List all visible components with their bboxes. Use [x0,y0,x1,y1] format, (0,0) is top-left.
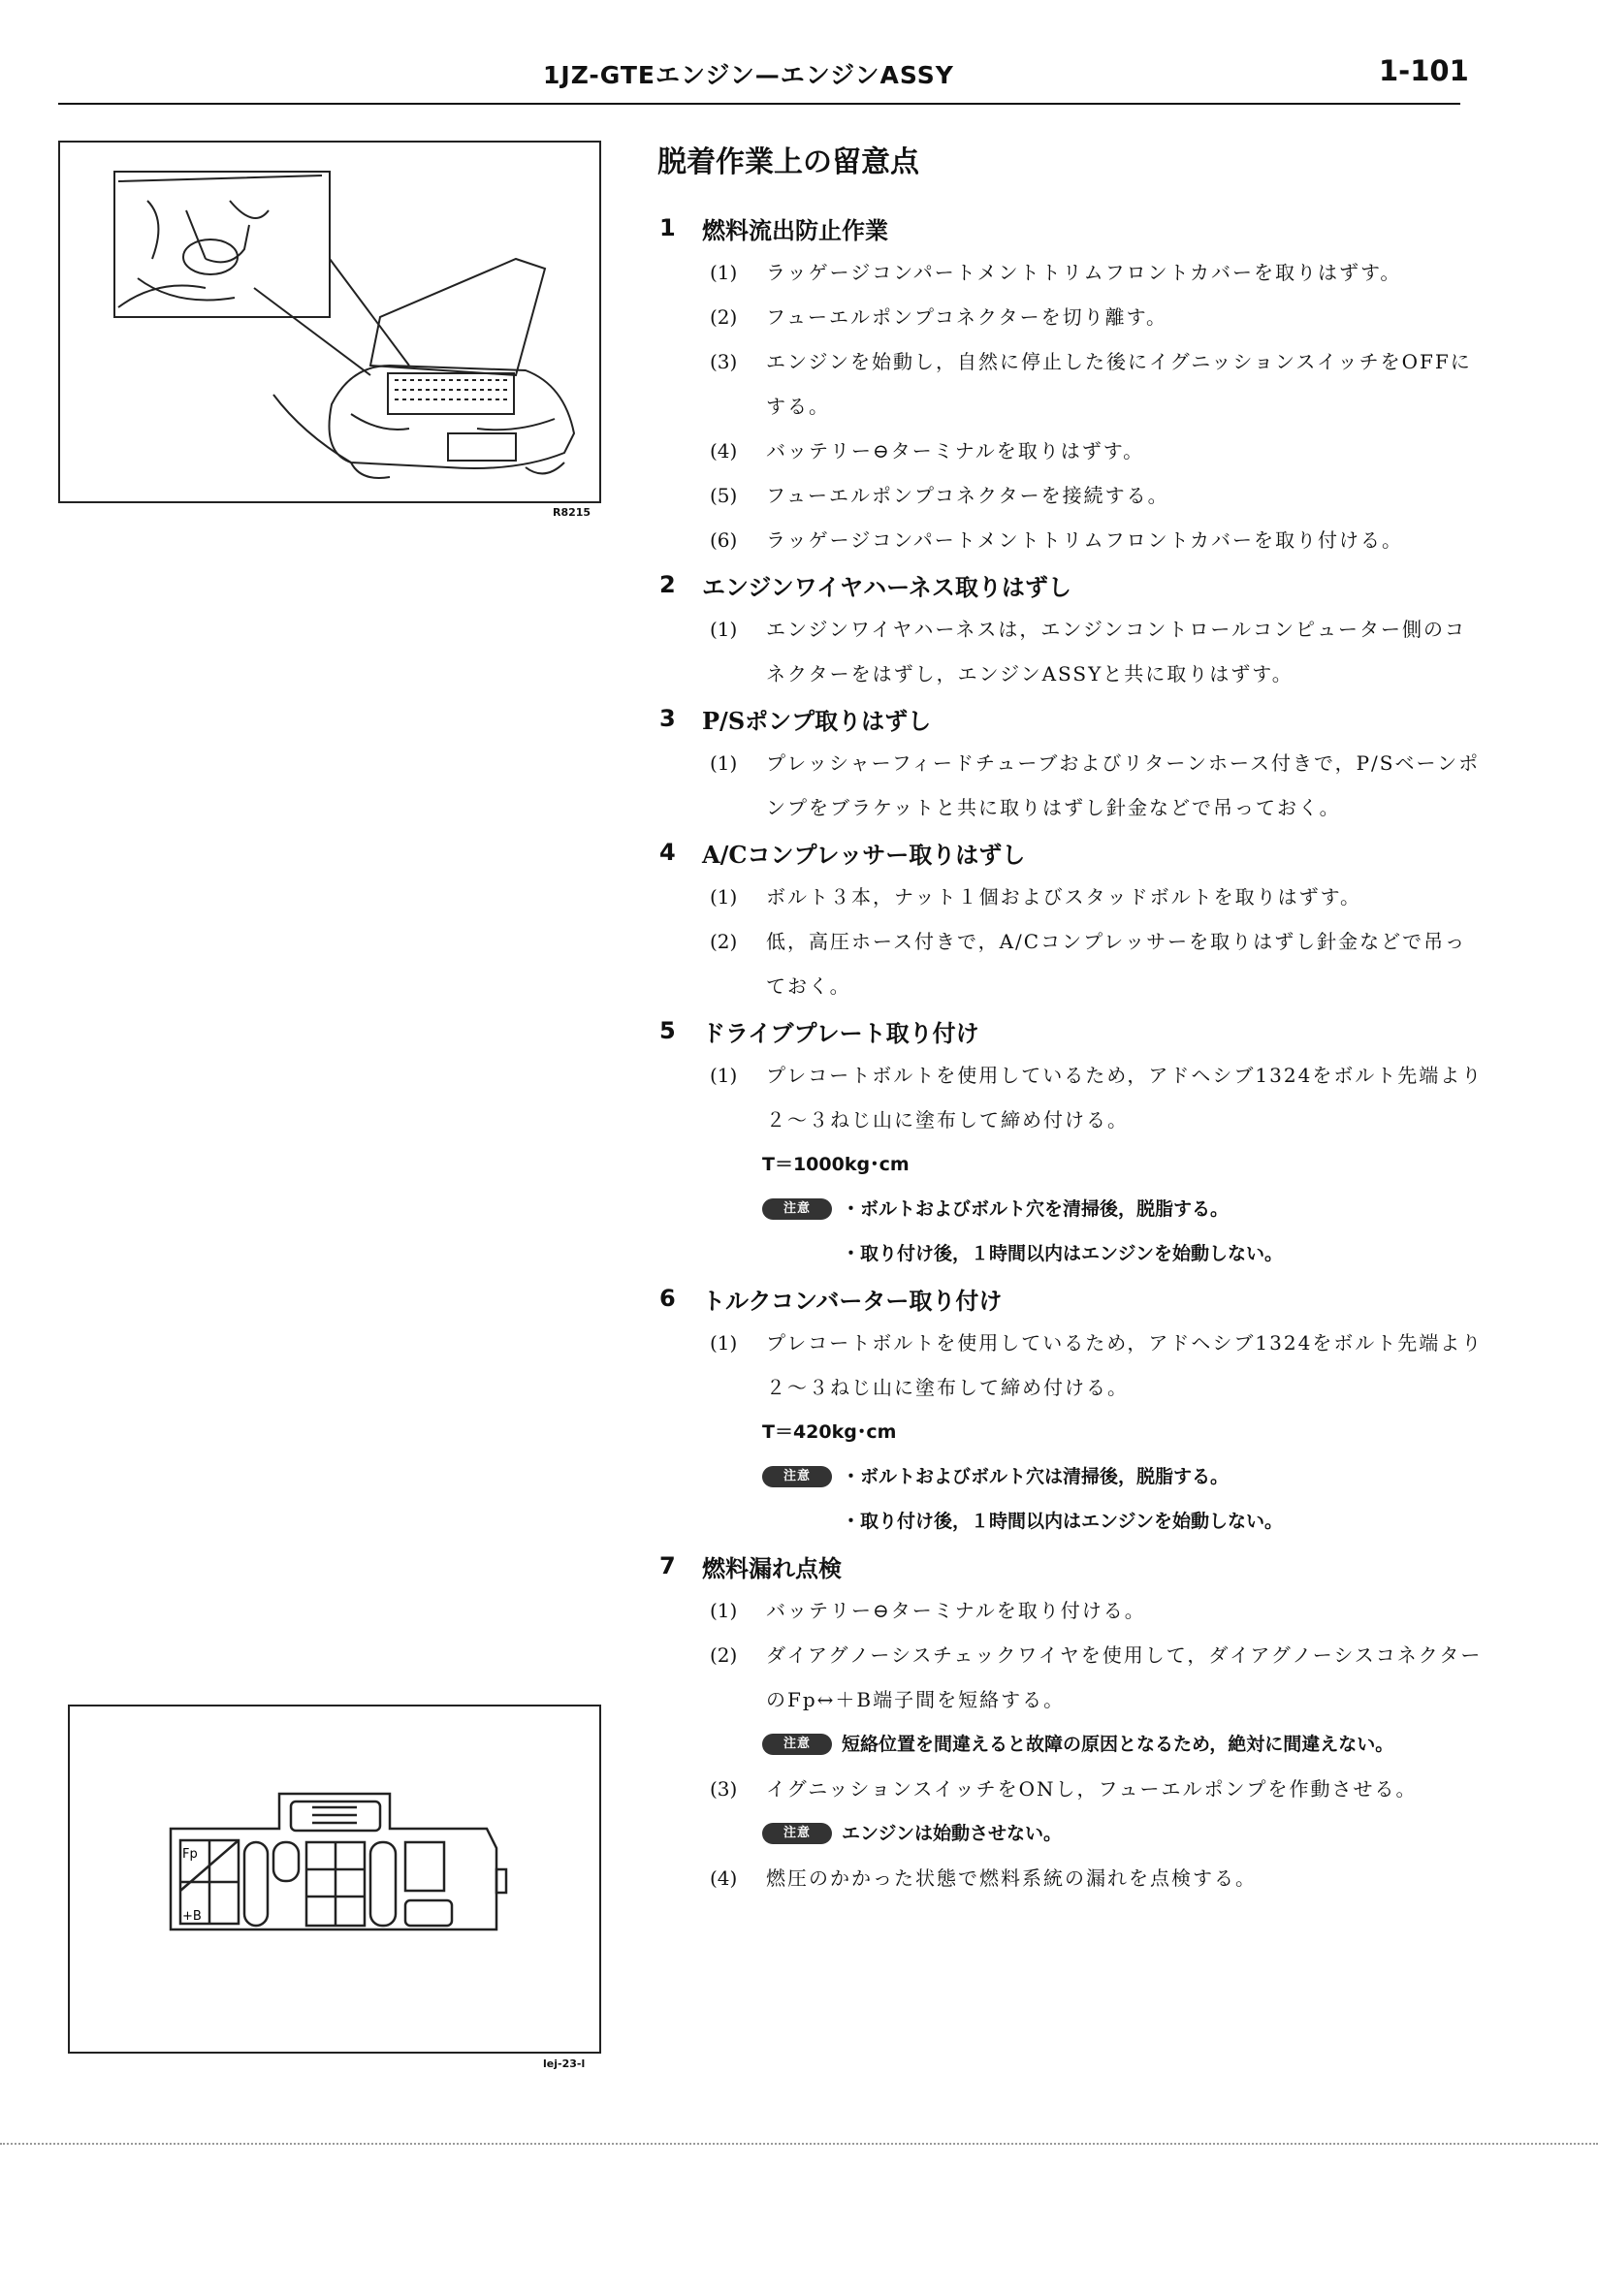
section-heading-text: A/Cコンプレッサー取りはずし [702,840,1026,869]
section-heading [659,562,1484,607]
figure2-label: lej-23-l [543,2057,586,2070]
step-item [659,1053,1484,1142]
section-heading [659,1008,1484,1053]
step-text: 低，高圧ホース付きで，A/Cコンプレッサーを取りはずし針金などで吊っておく。 [766,930,1467,998]
section-number: 2 [659,571,676,598]
step-number: (5) [710,484,738,507]
step-text: フューエルポンプコネクターを接続する。 [766,484,1169,507]
step-text: ボルト３本，ナット１個およびスタッドボルトを取りはずす。 [766,885,1361,909]
page-number: 1-101 [1379,54,1469,87]
step-text: 燃圧のかかった状態で燃料系統の漏れを点検する。 [766,1866,1257,1890]
caution-note [659,1454,1484,1544]
step-number: (4) [710,1866,738,1890]
caution-badge: 注意 [762,1734,832,1755]
section-heading-text: トルクコンバーター取り付け [702,1286,1003,1315]
step-item [659,919,1484,1008]
caution-badge: 注意 [762,1823,832,1844]
caution-line: 短絡位置を間違えると故障の原因となるため，絶対に間違えない。 [842,1734,1394,1755]
section-heading-text: エンジンワイヤハーネス取りはずし [702,572,1071,601]
torque-spec: T＝1000kg･cm [762,1154,910,1175]
step-number: (2) [710,305,738,329]
fp-terminal-label: Fp [182,1847,198,1862]
figure1-label: R8215 [553,506,591,519]
step-text: バッテリー⊖ターミナルを取りはずす。 [766,439,1145,462]
caution-line: ・取り付け後，１時間以内はエンジンを始動しない。 [842,1511,1284,1532]
section-heading-text: P/Sポンプ取りはずし [702,706,932,735]
instructions [659,206,1484,1900]
step-item [659,607,1484,696]
step-number: (3) [710,350,738,373]
step-number: (2) [710,930,738,953]
step-text: プレコートボルトを使用しているため，アドヘシブ1324をボルト先端より２～３ねじ山に塗布して締め付ける。 [766,1331,1484,1399]
step-item [659,473,1484,518]
step-item [659,875,1484,919]
connector-drawing [70,1706,599,2052]
step-text: ラッゲージコンパートメントトリムフロントカバーを取り付ける。 [766,528,1403,552]
step-item [659,250,1484,295]
step-number: (3) [710,1777,738,1801]
step-item [659,429,1484,473]
section-heading [659,1276,1484,1321]
figure-trunk-illustration [58,141,601,503]
step-number: (1) [710,261,738,284]
section-number: 1 [659,214,676,241]
caution-line: エンジンは始動させない。 [842,1823,1063,1844]
bottom-divider [0,2143,1598,2145]
caution-lines [842,1187,1484,1276]
step-number: (1) [710,618,738,641]
step-item [659,1767,1484,1811]
header-title: 1JZ-GTEエンジン—エンジンASSY [543,61,954,89]
step-number: (1) [710,1599,738,1622]
step-item [659,1856,1484,1900]
section-number: 6 [659,1285,676,1312]
step-text: ダイアグノーシスチェックワイヤを使用して，ダイアグノーシスコネクターのFp↔＋B端子間を短絡する。 [766,1643,1483,1711]
section-title: 脱着作業上の留意点 [657,145,919,179]
step-number: (4) [710,439,738,462]
step-item [659,295,1484,339]
step-number: (2) [710,1643,738,1667]
step-text: バッテリー⊖ターミナルを取り付ける。 [766,1599,1146,1622]
section-heading [659,206,1484,250]
step-text: プレッシャーフィードチューブおよびリターンホース付きで，P/Sベーンポンプをブラケットと共に取りはずし針金などで吊っておく。 [766,751,1481,819]
step-text: エンジンワイヤハーネスは，エンジンコントロールコンピューター側のコネクターをはずし，エンジンASSYと共に取りはずす。 [766,618,1466,686]
section-heading [659,696,1484,741]
section-number: 7 [659,1552,676,1579]
section-heading-text: ドライブプレート取り付け [702,1018,979,1047]
header-rule [58,103,1460,105]
car-trunk-drawing [60,143,599,501]
step-text: フューエルポンプコネクターを切り離す。 [766,305,1167,329]
step-number: (1) [710,885,738,909]
step-number: (1) [710,1064,738,1087]
figure-diagnosis-connector [68,1705,601,2054]
section-heading [659,1544,1484,1588]
caution-line: ・ボルトおよびボルト穴を清掃後，脱脂する。 [842,1198,1230,1220]
step-item [659,1321,1484,1410]
section-heading-text: 燃料漏れ点検 [702,1553,842,1582]
torque-spec: T＝420kg･cm [762,1421,897,1443]
step-number: (1) [710,751,738,775]
step-item [659,741,1484,830]
step-number: (1) [710,1331,738,1355]
caution-badge: 注意 [762,1466,832,1487]
section-number: 5 [659,1017,676,1044]
section-heading-text: 燃料流出防止作業 [702,215,888,244]
step-text: イグニッションスイッチをONし，フューエルポンプを作動させる。 [766,1777,1418,1801]
section-heading [659,830,1484,875]
caution-line: ・取り付け後，１時間以内はエンジンを始動しない。 [842,1243,1284,1264]
caution-line: ・ボルトおよびボルト穴は清掃後，脱脂する。 [842,1466,1230,1487]
caution-lines [842,1811,1484,1856]
step-text: プレコートボルトを使用しているため，アドヘシブ1324をボルト先端より２～３ねじ山に塗布して締め付ける。 [766,1064,1484,1132]
b-terminal-label: +B [182,1909,202,1924]
caution-lines [842,1722,1484,1767]
step-number: (6) [710,528,738,552]
step-item [659,1588,1484,1633]
step-text: エンジンを始動し，自然に停止した後にイグニッションスイッチをOFFにする。 [766,350,1472,418]
step-item [659,339,1484,429]
caution-lines [842,1454,1484,1544]
section-number: 3 [659,705,676,732]
caution-note [659,1811,1484,1856]
step-text: ラッゲージコンパートメントトリムフロントカバーを取りはずす。 [766,261,1402,284]
section-number: 4 [659,839,676,866]
caution-note [659,1722,1484,1767]
step-item [659,1633,1484,1722]
step-item [659,518,1484,562]
caution-note [659,1187,1484,1276]
caution-badge: 注意 [762,1198,832,1220]
